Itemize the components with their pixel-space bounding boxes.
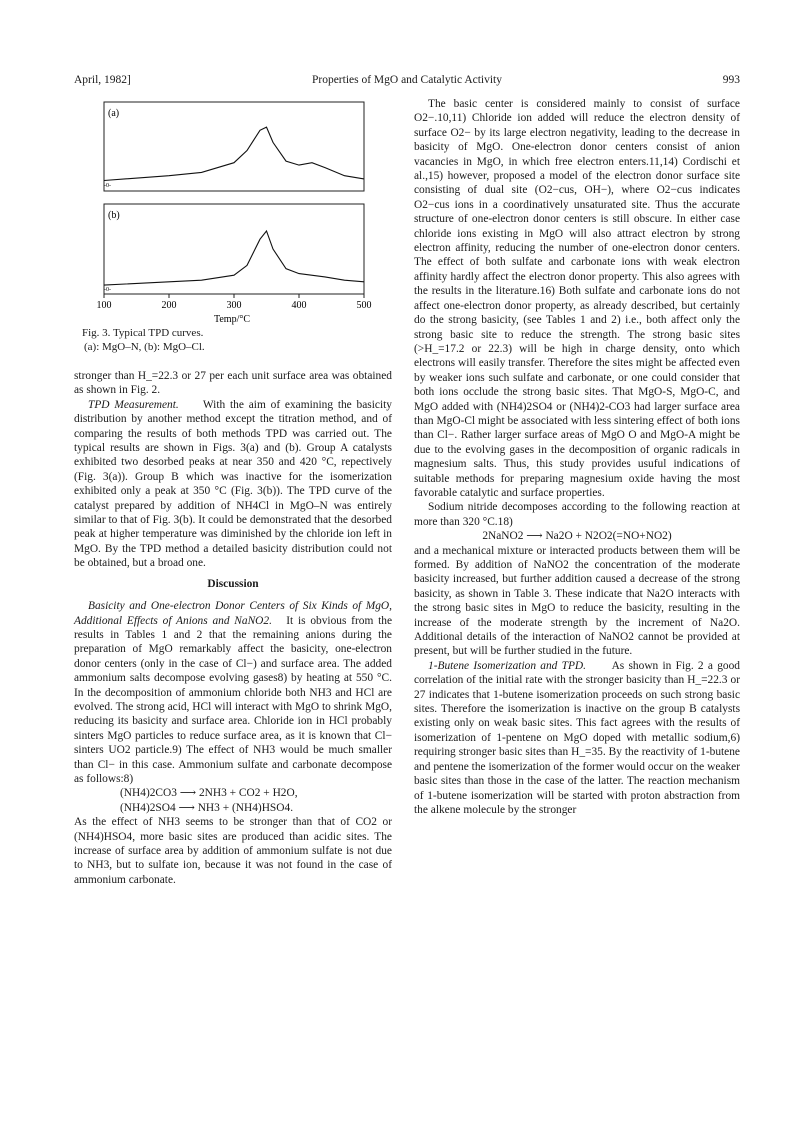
x-tick-label: 300 bbox=[226, 300, 242, 311]
section-heading-discussion: Discussion bbox=[207, 577, 259, 590]
x-tick-label: 500 bbox=[356, 300, 372, 311]
basicity-heading: Basicity and One-electron Donor Centers of Six Kinds of MgO, Additional Effects of Anions and NaNO2. bbox=[74, 600, 392, 627]
left-paragraph-4: As the effect of NH3 seems to be stronger than that of CO2 or (NH4)HSO4, more basic sites are produced than acidic sites. The increase of surface area by addition of ammonium sulfate is not due to NH3, but to sulfate ion, because it was not found in the case of ammonium carbonate. bbox=[74, 816, 392, 886]
x-axis-label: Temp/°C bbox=[213, 314, 251, 325]
panel-b-label: (b) bbox=[108, 210, 120, 221]
right-paragraph-1: The basic center is considered mainly to consist of surface O2−.10,11) Chloride ion added will reduce the electron density of surface O2− by its large electron negativity, leading to the decrease in basicity of MgO. One-electron donor centers consist of anion vacancies in MgO, in which free electron enters.11,14) Cordischi et al.,15) however, proposed a model of the electron donor surface site consisting of dual site (O2−cus, OH−), where O2−cus indicates O2−cus ions in a coordinatively unsaturated site. Thus the accurate structure of one-electron donor centers is still obscure. In either case chloride ions existing in MgO will also attract electron by strong electron affinity, reducing the number of one-electron donor centers. The effect of both sulfate and carbonate ions with weak electron affinity hardly affect the electron donor property. This also agrees with the results in the literature.16) Both sulfate and carbonate ions do not affect one-electron donor property, as already described, but certainly do the strong basicity, (see Tables 1 and 2) i.e., both affect only the strong basic site to reduce the strength. The strong basic sites (>H_=17.2 or 22.3) will be high in charge density, onto which electrons will easily transfer. Therefore the sites might be affected even by weaker ions such sulfate and carbonate, or one could consider that both ions occlude the strong basic sites. That MgO-S, MgO-C, and MgO added with (NH4)2SO4 or (NH4)2-CO3 had larger surface area than MgO-Cl might be associated with less sintering effect of both ions than Cl−. Rather larger surface areas of MgO O and MgO-A might be due to the evolving gases in the decomposition of organic radicals in magnesium salts. Thus, this study provides usuful indications of suitable methods for preparing magnesium oxide having the most favorable catalytic and surface properties. bbox=[414, 98, 740, 499]
right-paragraph-2: Sodium nitride decomposes according to the following reaction at more than 320 °C.18) bbox=[414, 501, 740, 528]
left-paragraph-3-body: It is obvious from the results in Tables 1 and 2 that the remaining anions during the preparation of MgO remarkably affect the basicity, one-electron donor centers (only in the case of Cl−) and surface area. The added ammonium salts decompose evolving gases8) by heating at 550 °C. In the decomposition of ammonium chloride both NH3 and HCl are evolved. The strong acid, HCl will interact with MgO to shrink MgO, reducing its basicity and surface area. Chloride ion in HCl probably sinters MgO particles to reduce surface area, as it is known that Cl− sinters UO2 particle.9) The effect of NH3 would be much smaller than Cl− in this case. Ammonium sulfate and carbonate decompose as follows:8) bbox=[74, 614, 392, 785]
equation-carbonate: (NH4)2CO3 ⟶ 2NH3 + CO2 + H2O, bbox=[120, 787, 298, 800]
caption-line-1: Fig. 3. Typical TPD curves. bbox=[82, 327, 204, 339]
right-column bbox=[414, 97, 740, 817]
right-paragraph-4 bbox=[414, 659, 740, 817]
page-number: 993 bbox=[722, 74, 740, 86]
running-header bbox=[74, 74, 740, 90]
header-title: Properties of MgO and Catalytic Activity bbox=[311, 74, 503, 86]
header-date: April, 1982] bbox=[74, 74, 131, 86]
equation-nitrite: 2NaNO2 ⟶ Na2O + N2O2(=NO+NO2) bbox=[482, 530, 672, 543]
panel-a-label: (a) bbox=[108, 108, 120, 119]
butene-heading: 1-Butene Isomerization and TPD. bbox=[428, 659, 586, 672]
panel-a-curve bbox=[104, 127, 364, 180]
left-paragraph-1: stronger than H_=22.3 or 27 per each unit surface area was obtained as shown in Fig. 2. bbox=[74, 370, 392, 397]
caption-line-2: (a): MgO–N, (b): MgO–Cl. bbox=[84, 341, 205, 353]
left-paragraph-2-body: With the aim of examining the basicity distribution by another method except the titration method, and of comparing the results of both methods TPD was carried out. The typical results are shown in Figs. 3(a) and (b). Group A catalysts exhibited two desorbed peaks at near 350 and 420 °C, repectively (Fig. 3(a)). Group B which was inactive for the isomerization exhibited only a peak at 350 °C (Fig. 3(b)). The TPD curve of the catalyst prepared by addition of NH4Cl in MgO–N was entirely similar to that of Fig. 3(b). It could be demonstrated that the desorbed peak at higher temperature was diminished by the chloride ion left in MgO. By the TPD method a detailed basicity distribution could not be obtained, but a broad one. bbox=[74, 398, 392, 570]
left-paragraph-3 bbox=[74, 599, 392, 786]
x-tick-label: 200 bbox=[161, 300, 177, 311]
right-paragraph-4-body: As shown in Fig. 2 a good correlation of the initial rate with the stronger basicity than H_=22.3 or 27 indicates that 1-butene isomerization proceeds on such strong basic sites. Therefore the isomerization is inactive on the group B catalysts existing only on weak basic sites. This fact agrees with the results of isomerization of 1-pentene on MgO doped with metallic sodium,6) requiring stronger basic sites than H_=35. By the reactivity of 1-butene and pentene the isomerization of the former would occur on the weaker basic sites than those in the case of the latter. The reaction mechanism of 1-butene isomerization will be started with proton abstraction from the alkene molecule by the stronger bbox=[414, 659, 740, 816]
left-paragraph-2 bbox=[74, 398, 392, 571]
tpd-heading: TPD Measurement. bbox=[88, 398, 179, 411]
x-tick-label: 100 bbox=[96, 300, 112, 311]
panel-b-baseline-mark: -0- bbox=[104, 287, 111, 293]
panel-b-curve bbox=[104, 231, 364, 285]
equation-sulfate: (NH4)2SO4 ⟶ NH3 + (NH4)HSO4. bbox=[120, 801, 294, 814]
figure-caption bbox=[82, 326, 382, 354]
right-paragraph-3: and a mechanical mixture or interacted products between them will be formed. By addition of NaNO2 the concentration of the moderate basicity increased, but further addition caused a decrease of the strong basicity, as shown in Table 3. These indicate that Na2O interacts with the strong basic sites in MgO to reduce the basicity, resulting in the increase of the moderate strength by the increment of Na2O. Additional details of the interaction of NaNO2 cannot be provided at present, but will be further studied in the future. bbox=[414, 544, 740, 658]
panel-b-frame bbox=[104, 204, 364, 294]
x-axis-ticks bbox=[97, 294, 372, 311]
left-column bbox=[74, 369, 392, 887]
x-tick-label: 400 bbox=[291, 300, 307, 311]
panel-a-baseline-mark: -0- bbox=[104, 183, 111, 189]
